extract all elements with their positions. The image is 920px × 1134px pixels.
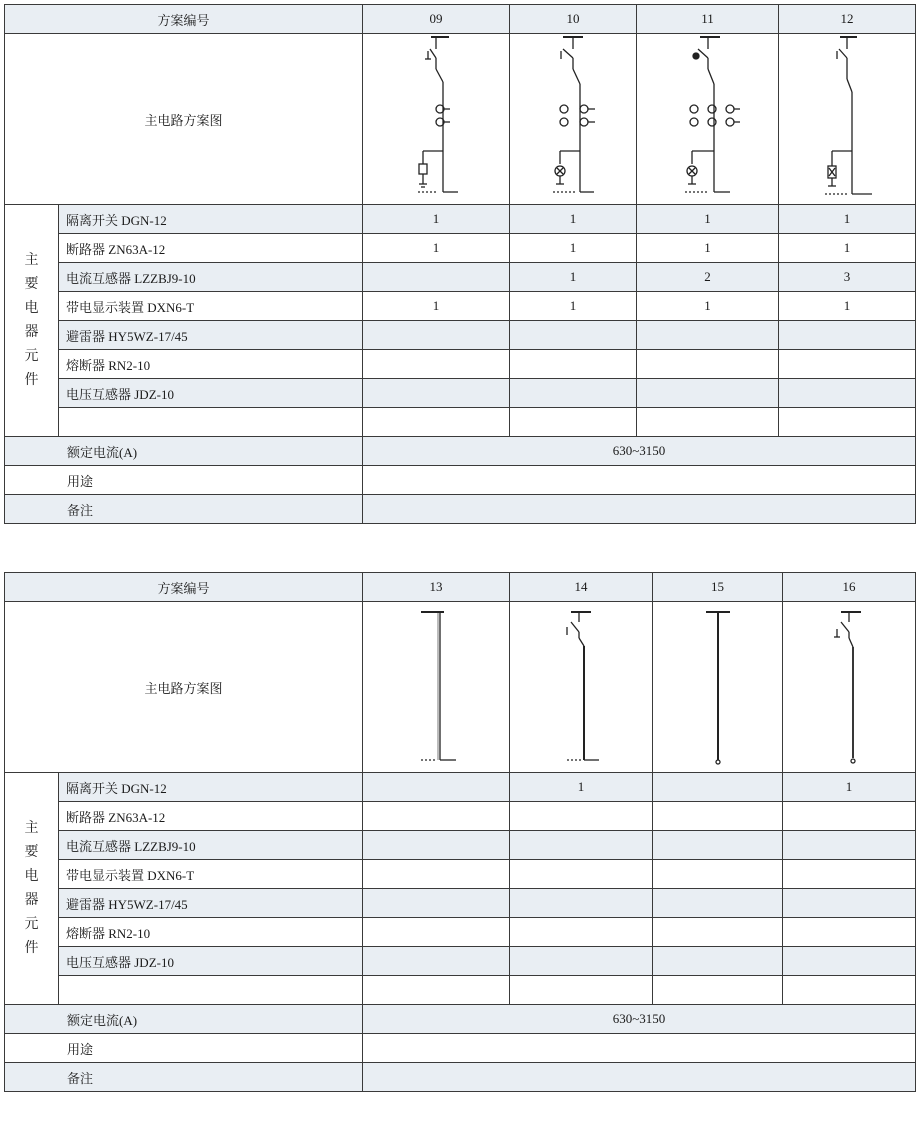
component-qty	[653, 860, 783, 889]
scheme-number-row	[5, 5, 916, 34]
component-name: 断路器 ZN63A-12	[59, 234, 363, 263]
component-qty: 1	[510, 773, 653, 802]
component-row	[5, 976, 916, 1005]
component-row	[5, 773, 916, 802]
usage-row	[5, 1034, 916, 1063]
component-qty	[653, 918, 783, 947]
circuit-diagram-14	[551, 602, 611, 772]
scheme-table-2	[4, 572, 916, 1092]
component-qty	[783, 802, 916, 831]
component-qty	[510, 918, 653, 947]
diagram-cell-12	[779, 34, 916, 205]
circuit-diagram-10	[538, 34, 608, 204]
scheme-number-label: 方案编号	[5, 573, 363, 602]
diagram-cell-09	[363, 34, 510, 205]
rated-current-row	[5, 437, 916, 466]
component-qty	[783, 918, 916, 947]
component-row	[5, 379, 916, 408]
diagram-row	[5, 602, 916, 773]
component-qty	[363, 321, 510, 350]
component-qty: 1	[779, 205, 916, 234]
component-name: 隔离开关 DGN-12	[59, 205, 363, 234]
rated-current-value: 630~3150	[363, 437, 916, 466]
diagram-cell-16	[783, 602, 916, 773]
component-qty	[363, 379, 510, 408]
component-qty: 1	[637, 234, 779, 263]
component-qty	[510, 889, 653, 918]
component-row	[5, 263, 916, 292]
usage-label: 用途	[5, 1034, 363, 1063]
remark-label: 备注	[5, 495, 363, 524]
rated-current-label: 额定电流(A)	[5, 437, 363, 466]
component-row	[5, 831, 916, 860]
component-qty	[783, 831, 916, 860]
scheme-number-12: 12	[779, 5, 916, 34]
component-qty	[363, 860, 510, 889]
component-name: 电流互感器 LZZBJ9-10	[59, 263, 363, 292]
component-row	[5, 947, 916, 976]
component-qty	[783, 976, 916, 1005]
usage-label: 用途	[5, 466, 363, 495]
component-qty: 1	[779, 292, 916, 321]
remark-value	[363, 495, 916, 524]
remark-row	[5, 495, 916, 524]
component-qty	[510, 802, 653, 831]
remark-row	[5, 1063, 916, 1092]
component-name: 带电显示装置 DXN6-T	[59, 292, 363, 321]
component-name: 电压互感器 JDZ-10	[59, 947, 363, 976]
component-row	[5, 802, 916, 831]
component-qty	[510, 350, 637, 379]
component-qty	[363, 889, 510, 918]
component-qty	[363, 976, 510, 1005]
component-qty	[510, 379, 637, 408]
scheme-number-16: 16	[783, 573, 916, 602]
scheme-number-11: 11	[637, 5, 779, 34]
diagram-row-label: 主电路方案图	[5, 34, 363, 205]
component-name: 带电显示装置 DXN6-T	[59, 860, 363, 889]
usage-value	[363, 1034, 916, 1063]
diagram-cell-13	[363, 602, 510, 773]
component-qty	[363, 947, 510, 976]
component-qty	[637, 379, 779, 408]
main-components-group-label: 主 要 电 器 元 件	[5, 773, 59, 1005]
component-qty: 1	[363, 234, 510, 263]
component-qty	[363, 773, 510, 802]
component-name	[59, 408, 363, 437]
component-qty: 1	[637, 205, 779, 234]
circuit-diagram-15	[688, 602, 748, 772]
main-components-group-label: 主 要 电 器 元 件	[5, 205, 59, 437]
component-qty	[653, 831, 783, 860]
scheme-number-label: 方案编号	[5, 5, 363, 34]
component-qty	[510, 860, 653, 889]
component-qty: 1	[779, 234, 916, 263]
component-qty	[510, 408, 637, 437]
component-qty: 1	[637, 292, 779, 321]
scheme-number-14: 14	[510, 573, 653, 602]
component-qty	[653, 773, 783, 802]
circuit-diagram-11	[668, 34, 748, 204]
component-qty	[653, 976, 783, 1005]
usage-value	[363, 466, 916, 495]
component-name: 电流互感器 LZZBJ9-10	[59, 831, 363, 860]
component-qty	[363, 831, 510, 860]
component-qty: 2	[637, 263, 779, 292]
component-name: 隔离开关 DGN-12	[59, 773, 363, 802]
diagram-cell-10	[510, 34, 637, 205]
component-qty	[779, 408, 916, 437]
diagram-row	[5, 34, 916, 205]
component-row	[5, 889, 916, 918]
scheme-number-row	[5, 573, 916, 602]
component-row	[5, 350, 916, 379]
component-qty	[510, 831, 653, 860]
remark-value	[363, 1063, 916, 1092]
component-qty	[510, 321, 637, 350]
component-name: 断路器 ZN63A-12	[59, 802, 363, 831]
diagram-cell-14	[510, 602, 653, 773]
component-row	[5, 321, 916, 350]
component-name: 避雷器 HY5WZ-17/45	[59, 321, 363, 350]
diagram-cell-11	[637, 34, 779, 205]
component-name: 熔断器 RN2-10	[59, 350, 363, 379]
circuit-diagram-13	[406, 602, 466, 772]
component-qty	[363, 263, 510, 292]
component-qty	[779, 350, 916, 379]
scheme-table-1	[4, 4, 916, 524]
diagram-cell-15	[653, 602, 783, 773]
component-qty	[510, 947, 653, 976]
component-qty: 1	[510, 292, 637, 321]
component-name: 避雷器 HY5WZ-17/45	[59, 889, 363, 918]
component-qty	[363, 918, 510, 947]
component-qty: 1	[510, 205, 637, 234]
rated-current-row	[5, 1005, 916, 1034]
remark-label: 备注	[5, 1063, 363, 1092]
component-qty: 3	[779, 263, 916, 292]
circuit-diagram-09	[406, 34, 466, 204]
rated-current-label: 额定电流(A)	[5, 1005, 363, 1034]
component-qty	[779, 379, 916, 408]
scheme-number-09: 09	[363, 5, 510, 34]
component-qty: 1	[510, 263, 637, 292]
component-row	[5, 860, 916, 889]
usage-row	[5, 466, 916, 495]
component-name: 电压互感器 JDZ-10	[59, 379, 363, 408]
component-qty	[783, 889, 916, 918]
component-row	[5, 205, 916, 234]
scheme-number-13: 13	[363, 573, 510, 602]
component-qty	[510, 976, 653, 1005]
component-qty	[363, 408, 510, 437]
component-qty: 1	[363, 205, 510, 234]
circuit-diagram-12	[812, 34, 882, 204]
component-qty	[783, 947, 916, 976]
circuit-diagram-16	[819, 602, 879, 772]
component-row	[5, 234, 916, 263]
component-row	[5, 292, 916, 321]
component-qty	[653, 889, 783, 918]
component-qty	[363, 350, 510, 379]
scheme-number-15: 15	[653, 573, 783, 602]
component-qty	[779, 321, 916, 350]
component-qty: 1	[363, 292, 510, 321]
component-row	[5, 918, 916, 947]
component-qty	[783, 860, 916, 889]
component-qty	[637, 321, 779, 350]
component-name: 熔断器 RN2-10	[59, 918, 363, 947]
component-qty	[653, 802, 783, 831]
component-qty	[637, 408, 779, 437]
scheme-number-10: 10	[510, 5, 637, 34]
component-qty: 1	[783, 773, 916, 802]
component-qty	[637, 350, 779, 379]
component-name	[59, 976, 363, 1005]
component-qty	[653, 947, 783, 976]
component-qty	[363, 802, 510, 831]
component-qty: 1	[510, 234, 637, 263]
diagram-row-label: 主电路方案图	[5, 602, 363, 773]
rated-current-value: 630~3150	[363, 1005, 916, 1034]
component-row	[5, 408, 916, 437]
